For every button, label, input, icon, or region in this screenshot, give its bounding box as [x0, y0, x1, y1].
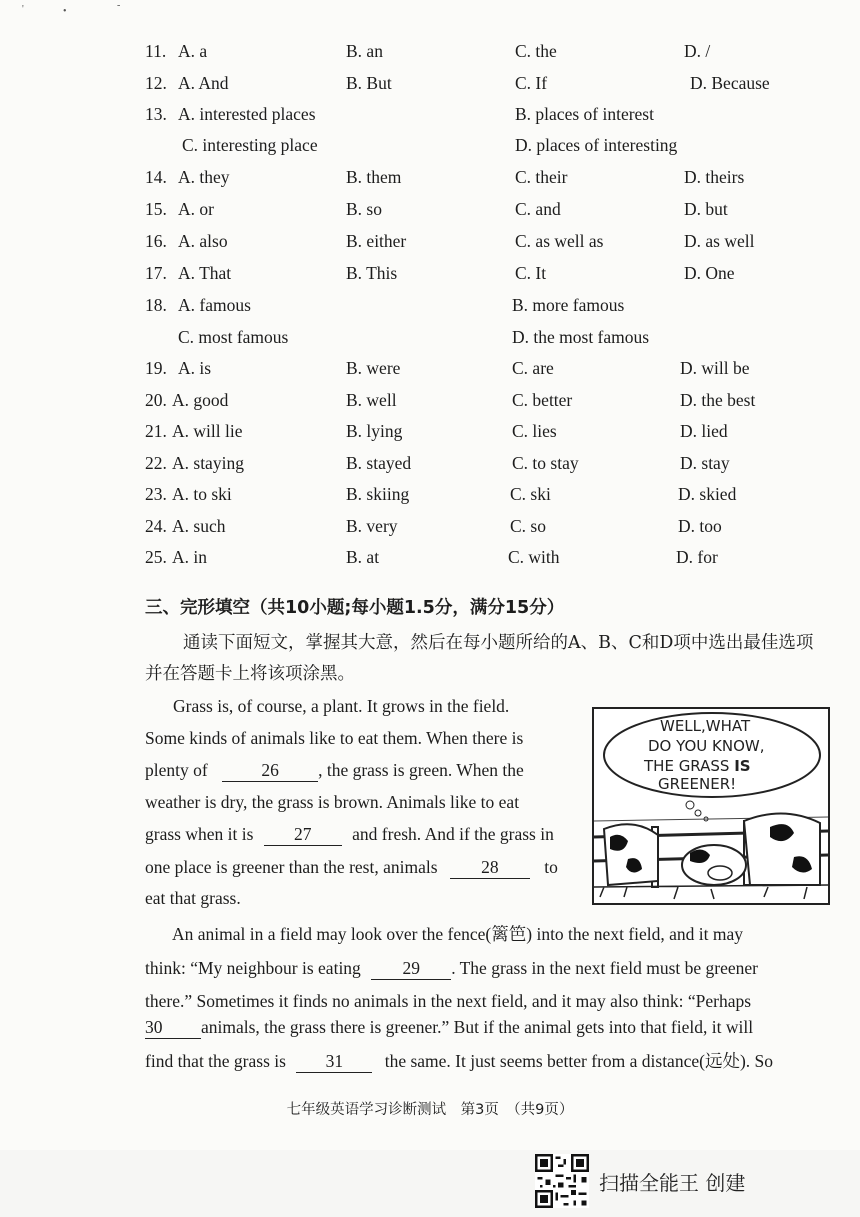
question-number: 12.	[145, 73, 167, 93]
option-d: D. too	[678, 516, 722, 536]
option-row-20	[0, 387, 860, 413]
option-c: C. It	[515, 263, 547, 283]
option-b: B. were	[346, 358, 401, 378]
passage-text: plenty of	[145, 760, 208, 780]
option-b: B. very	[346, 516, 398, 536]
passage-line	[145, 853, 558, 881]
option-c: C. are	[512, 358, 554, 378]
passage-line	[145, 1047, 773, 1075]
passage-line: there.” Sometimes it finds no animals in the next field, and it may also think: “Perhaps	[145, 991, 752, 1011]
passage-line	[145, 756, 524, 784]
option-a: A. interested places	[178, 104, 316, 124]
passage-text: and fresh. And if the grass in	[352, 824, 554, 844]
option-b: B. places of interest	[515, 104, 654, 124]
question-number: 16.	[145, 231, 167, 251]
option-a: A. in	[172, 547, 207, 567]
option-row-15	[0, 196, 860, 222]
option-row-11	[0, 38, 860, 64]
option-row-13	[0, 101, 860, 127]
passage-line: An animal in a field may look over the fence(篱笆) into the next field, and it may	[172, 924, 744, 944]
passage-text: think: “My neighbour is eating	[145, 958, 361, 978]
option-d: D. skied	[678, 484, 737, 504]
question-number: 23.	[145, 484, 167, 504]
option-a: A. famous	[178, 295, 251, 315]
option-row-12	[0, 70, 860, 96]
option-d: D. as well	[684, 231, 755, 251]
cartoon-text-2: DO YOU KNOW,	[648, 737, 765, 755]
question-number: 25.	[145, 547, 167, 567]
question-number: 19.	[145, 358, 167, 378]
passage-text: animals, the grass there is greener.” But if the animal gets into that field, it will	[201, 1017, 754, 1037]
blank-27[interactable]: 27	[264, 823, 342, 846]
question-number: 17.	[145, 263, 167, 283]
question-number: 21.	[145, 421, 167, 441]
option-a: A. is	[178, 358, 212, 378]
option-c: C. with	[508, 547, 560, 567]
passage-line: Grass is, of course, a plant. It grows in the field.	[173, 696, 510, 716]
option-c: C. so	[510, 516, 546, 536]
option-d: D. for	[676, 547, 718, 567]
option-b: B. skiing	[346, 484, 410, 504]
option-a: A. a	[178, 41, 208, 61]
qr-code-icon	[535, 1154, 589, 1208]
option-c: C. to stay	[512, 453, 579, 473]
option-b: B. either	[346, 231, 407, 251]
option-a: A. such	[172, 516, 226, 536]
passage-line: eat that grass.	[145, 888, 241, 908]
passage-line: Some kinds of animals like to eat them. When there is	[145, 728, 524, 748]
option-b: B. them	[346, 167, 402, 187]
option-c: C. their	[515, 167, 568, 187]
option-row-24	[0, 513, 860, 539]
option-d: D. the most famous	[512, 327, 650, 347]
option-c: C. ski	[510, 484, 551, 504]
option-b: B. an	[346, 41, 383, 61]
option-row-18	[0, 292, 860, 318]
question-number: 15.	[145, 199, 167, 219]
question-number: 18.	[145, 295, 167, 315]
cartoon-drawing	[594, 709, 828, 903]
option-b: B. well	[346, 390, 397, 410]
passage-text: find that the grass is	[145, 1051, 286, 1071]
blank-31[interactable]: 31	[296, 1050, 372, 1073]
passage-text: one place is greener than the rest, animals	[145, 857, 438, 877]
option-a: A. And	[178, 73, 229, 93]
option-b: B. But	[346, 73, 392, 93]
option-b: B. more famous	[512, 295, 625, 315]
blank-26[interactable]: 26	[222, 759, 318, 782]
blank-30[interactable]: 30	[145, 1016, 201, 1039]
question-number: 14.	[145, 167, 167, 187]
passage-line	[145, 954, 758, 982]
cows-cartoon	[592, 707, 830, 905]
option-a: A. good	[172, 390, 229, 410]
option-d: D. theirs	[684, 167, 745, 187]
passage-text: , the grass is green. When the	[318, 760, 524, 780]
option-d: D. places of interesting	[515, 135, 678, 155]
section-title: 三、完形填空（共10小题;每小题1.5分，满分15分）	[145, 598, 565, 618]
option-c: C. If	[515, 73, 548, 93]
option-c: C. and	[515, 199, 561, 219]
option-d: D. Because	[690, 73, 770, 93]
question-number: 13.	[145, 104, 167, 124]
option-row-17	[0, 260, 860, 286]
option-row-22	[0, 450, 860, 476]
passage-line: weather is dry, the grass is brown. Animals like to eat	[145, 792, 520, 812]
blank-29[interactable]: 29	[371, 957, 451, 980]
option-a: A. they	[178, 167, 230, 187]
passage-text: the same. It just seems better from a distance(远处). So	[384, 1051, 774, 1071]
option-a: A. or	[178, 199, 214, 219]
question-number: 24.	[145, 516, 167, 536]
option-c: C. lies	[512, 421, 557, 441]
passage-text: grass when it is	[145, 824, 254, 844]
option-d: D. stay	[680, 453, 730, 473]
passage-line	[145, 1013, 753, 1041]
option-c: C. the	[515, 41, 557, 61]
cartoon-text-1: WELL,WHAT	[660, 717, 751, 735]
option-a: A. staying	[172, 453, 244, 473]
option-b: B. This	[346, 263, 398, 283]
option-row-19	[0, 355, 860, 381]
option-a: A. will lie	[172, 421, 243, 441]
option-row-13-cont	[0, 132, 860, 158]
question-number: 20.	[145, 390, 167, 410]
option-b: B. so	[346, 199, 382, 219]
option-a: A. also	[178, 231, 228, 251]
option-row-25	[0, 544, 860, 570]
option-c: C. most famous	[178, 327, 289, 347]
option-d: D. /	[684, 41, 711, 61]
cartoon-text-4: GREENER!	[658, 775, 737, 793]
section-instruction: 通读下面短文，掌握其大意，然后在每小题所给的A、B、C和D项中选出最佳选项并在答题卡上将该项涂黑。	[145, 633, 814, 684]
page-footer: 七年级英语学习诊断测试 第3页 （共9页）	[286, 1102, 574, 1118]
option-a: A. That	[178, 263, 232, 283]
option-row-18-cont	[0, 324, 860, 350]
passage-text: to	[544, 857, 558, 877]
option-d: D. lied	[680, 421, 728, 441]
option-row-23	[0, 481, 860, 507]
option-d: D. the best	[680, 390, 756, 410]
option-b: B. lying	[346, 421, 403, 441]
passage-text: . The grass in the next field must be greener	[451, 958, 758, 978]
option-b: B. at	[346, 547, 380, 567]
question-number: 11.	[145, 41, 167, 61]
exam-page: ' • - 11. A. a B. an C. the D. / 12. A. And B. But C. If D. Because 13. A. interested places B. places of interest C. interesting place D. places of interesting 14. A. they B. them C. their D. theirs 15. A. or B. so C. and D. but 16. A. also B. either C. as well as D. as well 17. A. That B. This C. It D. One 18. A. famous B. more famous C. most famous D. the most famous 19. A. is B. were C. are D. will be 20. A. good B. well C. better D. the best 21. A. will lie B. lying C. lies D. lied 22. A. staying B. stayed C. to stay D. stay 23. A. to ski B. skiing C. ski D. skied 24. A. such B. very C. so D. too 25. A. in B. at C. with D. for 三、完形填空（共10小题;每小题1.5分，满分15分） 通读下面短文，掌握其大意，然后在每小题所给的A、B、C和D项中选出最佳选项并在答题卡上将该项涂黑。 Grass is, of course, a plant. It grows in the field. Some kinds of animals like to eat them. When there is plenty of 26 , the grass is green. When the weather is dry, the grass is brown. Animals like to eat grass when it is 27 and fresh. And if the grass in one place is greener than the rest, animals 28 to eat that grass. WELL,WHAT DO YOU KNOW, THE GRASS IS GREENER! An animal in a field may look over the fence(篱笆) into the next field, and it may think: “My neighbour is eating 29 . The grass in the next field must be greener there.” Sometimes it finds no animals in the next field, and it may also think: “Perhaps 30 animals, the grass there is greener.” But if the animal gets into that field, it will find that the grass is 31 the same. It just seems better from a distance(远处). So 七年级英语学习诊断测试 第3页 （共9页）	[0, 0, 860, 1150]
option-b: B. stayed	[346, 453, 412, 473]
question-number: 22.	[145, 453, 167, 473]
scanner-label: 扫描全能王 创建	[599, 1170, 746, 1195]
option-c: C. better	[512, 390, 573, 410]
blank-28[interactable]: 28	[450, 856, 530, 879]
option-row-21	[0, 418, 860, 444]
option-c: C. interesting place	[182, 135, 318, 155]
passage-line	[145, 820, 554, 848]
cartoon-text-3	[643, 757, 751, 775]
option-c: C. as well as	[515, 231, 604, 251]
option-d: D. will be	[680, 358, 750, 378]
cartoon-text-3a: THE GRASS	[644, 757, 735, 775]
option-row-16	[0, 228, 860, 254]
option-row-14	[0, 164, 860, 190]
cartoon-text-3b: IS	[734, 757, 751, 775]
scanner-watermark	[535, 1152, 745, 1210]
option-d: D. One	[684, 263, 735, 283]
option-d: D. but	[684, 199, 728, 219]
option-a: A. to ski	[172, 484, 232, 504]
